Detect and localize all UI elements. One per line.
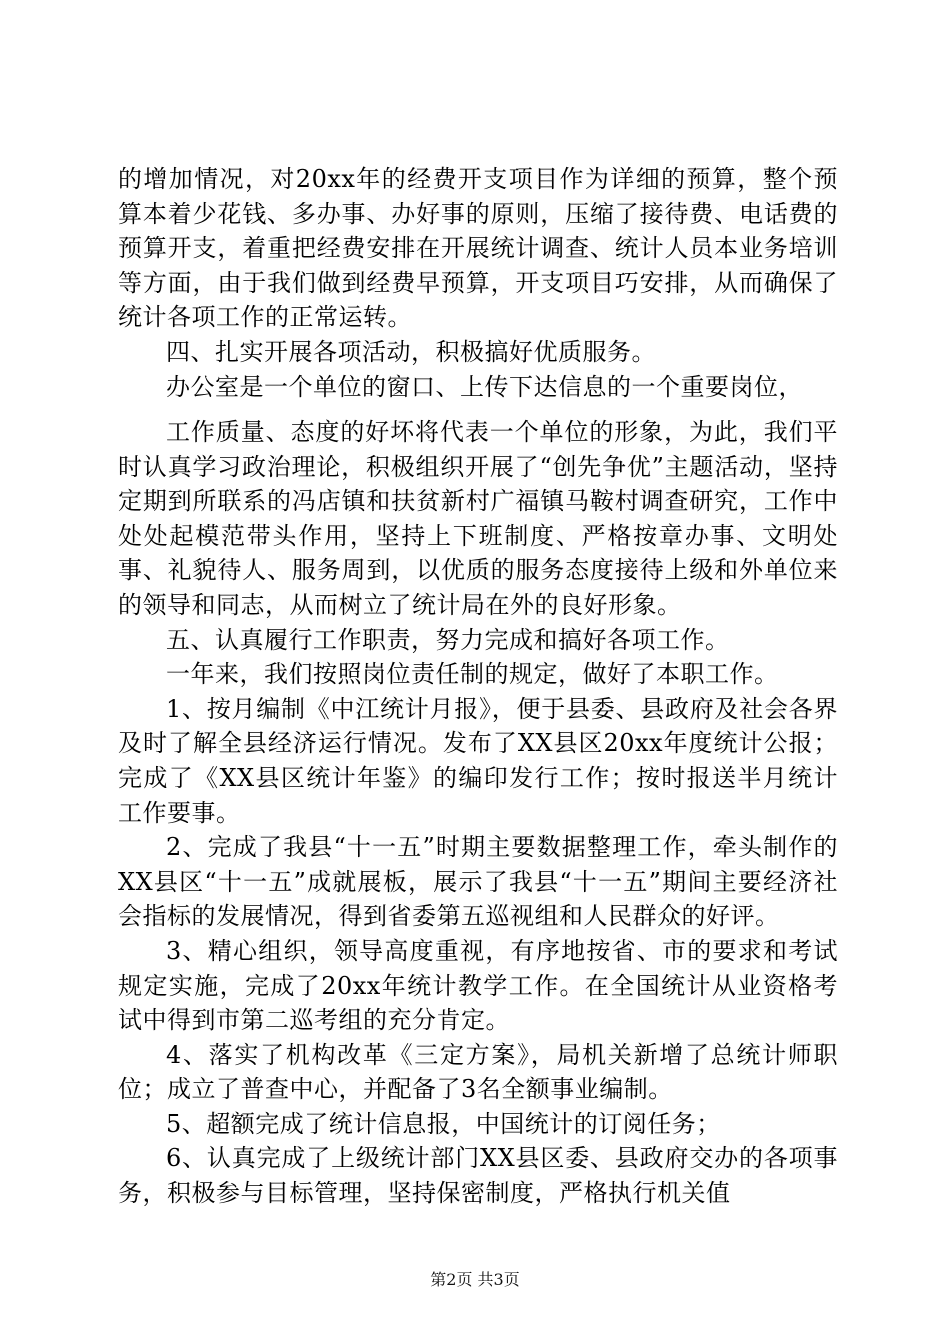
list-item-2: 2、完成了我县“十一五”时期主要数据整理工作，牵头制作的XX县区“十一五”成就展板，展示了我县“十一五”期间主要经济社会指标的发展情况，得到省委第五巡视组和人民群众的好评。 (118, 833, 838, 931)
text-block-bottom (118, 415, 838, 1211)
list-item-5: 5、超额完成了统计信息报，中国统计的订阅任务； (166, 1109, 721, 1138)
paragraph-work-quality: 工作质量、态度的好坏将代表一个单位的形象，为此，我们平时认真学习政治理论，积极组织开展了“创先争优”主题活动，坚持定期到所联系的冯店镇和扶贫新村广福镇马鞍村调查研究，工作中处处起模范带头作用，坚持上下班制度、严格按章办事、文明处事、礼貌待人、服务周到，以优质的服务态度接待上级和外单位来的领导和同志，从而树立了统计局在外的良好形象。 (118, 418, 838, 619)
paragraph-office-intro: 办公室是一个单位的窗口、上传下达信息的一个重要岗位， (166, 372, 803, 401)
heading-section-five: 五、认真履行工作职责，努力完成和搞好各项工作。 (166, 625, 730, 654)
list-item-1: 1、按月编制《中江统计月报》，便于县委、县政府及社会各界及时了解全县经济运行情况。发布了XX县区20xx年度统计公报；完成了《XX县区统计年鉴》的编印发行工作；按时报送半月统计工作要事。 (118, 694, 838, 827)
page-footer: 第2页 共3页 (430, 1270, 520, 1289)
paragraph-budget: 的增加情况，对20xx年的经费开支项目作为详细的预算，整个预算本着少花钱、多办事、办好事的原则，压缩了接待费、电话费的预算开支，着重把经费安排在开展统计调查、统计人员本业务培训等方面，由于我们做到经费早预算，开支项目巧安排，从而确保了统计各项工作的正常运转。 (118, 165, 838, 332)
list-item-3: 3、精心组织，领导高度重视，有序地按省、市的要求和考试规定实施，完成了20xx年统计教学工作。在全国统计从业资格考试中得到市第二巡考组的充分肯定。 (118, 936, 838, 1035)
list-item-4: 4、落实了机构改革《三定方案》，局机关新增了总统计师职位；成立了普查中心，并配备了3名全额事业编制。 (118, 1040, 838, 1104)
heading-section-four: 四、扎实开展各项活动，积极搞好优质服务。 (166, 337, 656, 366)
text-block-top (118, 162, 838, 404)
paragraph-year-summary: 一年来，我们按照岗位责任制的规定，做好了本职工作。 (166, 660, 779, 689)
list-item-6: 6、认真完成了上级统计部门XX县区委、县政府交办的各项事务，积极参与目标管理，坚持保密制度，严格执行机关值 (118, 1144, 838, 1208)
